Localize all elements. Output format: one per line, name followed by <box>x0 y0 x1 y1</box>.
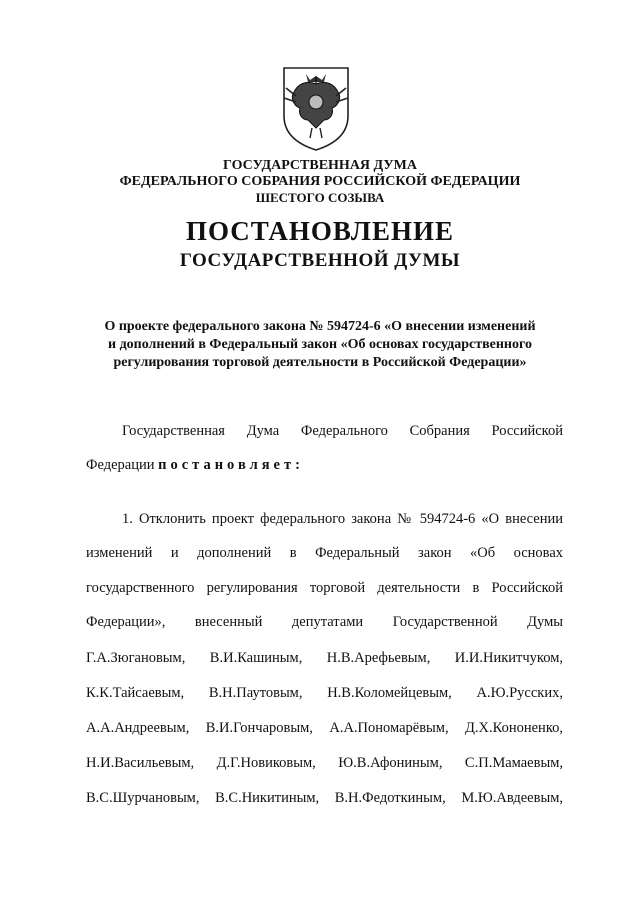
subject-line-3: регулирования торговой деятельности в Российской Федерации» <box>113 355 527 370</box>
header-line-federal-assembly: ФЕДЕРАЛЬНОГО СОБРАНИЯ РОССИЙСКОЙ ФЕДЕРАЦИИ <box>119 174 521 189</box>
document-subtitle: ГОСУДАРСТВЕННОЙ ДУМЫ <box>179 250 461 271</box>
item1-line: К.К.Тайсаевым, В.Н.Паутовым, Н.В.Коломейцевым, А.Ю.Русских, <box>86 685 563 701</box>
intro-word: Федерации <box>86 457 155 473</box>
subject-line-2: и дополнений в Федеральный закон «Об основах государственного <box>108 337 532 352</box>
intro-line-2 <box>86 457 563 474</box>
item1-line: Н.И.Васильевым, Д.Г.Новиковым, Ю.В.Афониным, С.П.Мамаевым, <box>86 755 563 771</box>
header-line-duma: ГОСУДАРСТВЕННАЯ ДУМА <box>223 158 417 173</box>
decree-word: постановляет: <box>158 457 304 473</box>
item1-line: А.А.Андреевым, В.И.Гончаровым, А.А.Пономарёвым, Д.Х.Кононенко, <box>86 720 563 736</box>
item1-line: государственного регулирования торговой деятельности в Российской <box>86 580 563 596</box>
item1-line: Г.А.Зюгановым, В.И.Кашиным, Н.В.Арефьевым, И.И.Никитчуком, <box>86 650 563 666</box>
document-title: ПОСТАНОВЛЕНИЕ <box>185 216 455 246</box>
item1-line: 1. Отклонить проект федерального закона № 594724-6 «О внесении <box>122 511 563 527</box>
header-line-convocation: ШЕСТОГО СОЗЫВА <box>255 190 385 205</box>
item1-line: Федерации», внесенный депутатами Государственной Думы <box>86 614 563 630</box>
coat-of-arms-emblem <box>276 62 356 154</box>
subject-line-1: О проекте федерального закона № 594724-6 «О внесении изменений <box>104 319 536 334</box>
item1-line: изменений и дополнений в Федеральный закон «Об основах <box>86 545 563 561</box>
intro-line-1: Государственная Дума Федерального Собрания Российской <box>122 423 563 439</box>
item1-line: В.С.Шурчановым, В.С.Никитиным, В.Н.Федоткиным, М.Ю.Авдеевым, <box>86 790 563 806</box>
